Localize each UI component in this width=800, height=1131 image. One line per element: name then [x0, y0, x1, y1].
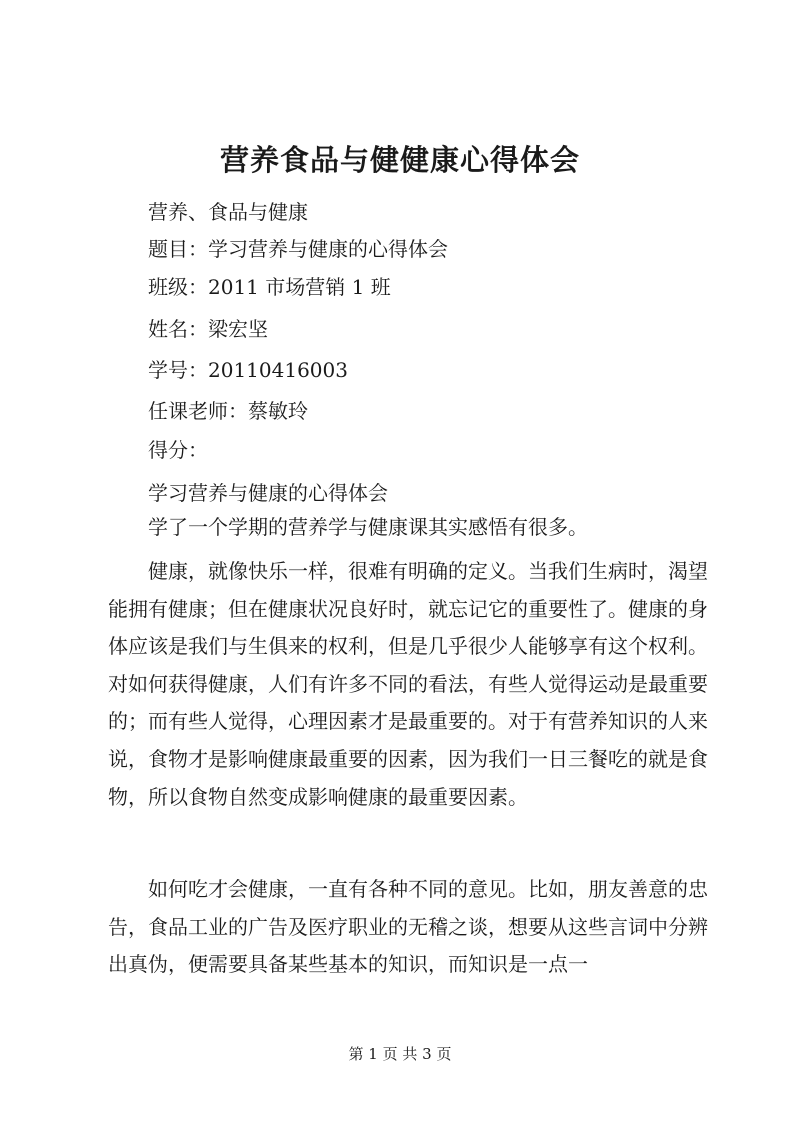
paragraph-2: 健康，就像快乐一样，很难有明确的定义。当我们生病时，渴望能拥有健康；但在健康状况良好时，就忘记它的重要性了。健康的身体应该是我们与生俱来的权利，但是几乎很少人能够享有这个权利。对如何获得健康，人们有许多不同的看法，有些人觉得运动是最重要的；而有些人觉得，心理因素才是最重要的。对于有营养知识的人来说，食物才是影响健康最重要的因素，因为我们一日三餐吃的就是食物，所以食物自然变成影响健康的最重要因素。	[108, 559, 708, 809]
teacher-line: 任课老师：蔡敏玲	[148, 399, 308, 423]
essay-subtitle: 学习营养与健康的心得体会	[148, 481, 388, 505]
class-line: 班级：2011 市场营销 1 班	[148, 275, 391, 299]
document-title: 营养食品与健健康心得体会	[219, 143, 580, 177]
student-id-line: 学号：20110416003	[148, 358, 348, 382]
score-line: 得分：	[148, 438, 208, 462]
name-line: 姓名：梁宏坚	[148, 317, 268, 341]
paragraph-3: 如何吃才会健康，一直有各种不同的意见。比如，朋友善意的忠告，食品工业的广告及医疗职业的无稽之谈，想要从这些言词中分辨出真伪，便需要具备某些基本的知识，而知识是一点一	[108, 877, 708, 977]
topic-line: 题目：学习营养与健康的心得体会	[148, 237, 448, 261]
page-footer: 第 1 页 共 3 页	[348, 1045, 452, 1063]
course-line: 营养、食品与健康	[148, 200, 308, 224]
paragraph-1: 学了一个学期的营养学与健康课其实感悟有很多。	[148, 515, 588, 539]
